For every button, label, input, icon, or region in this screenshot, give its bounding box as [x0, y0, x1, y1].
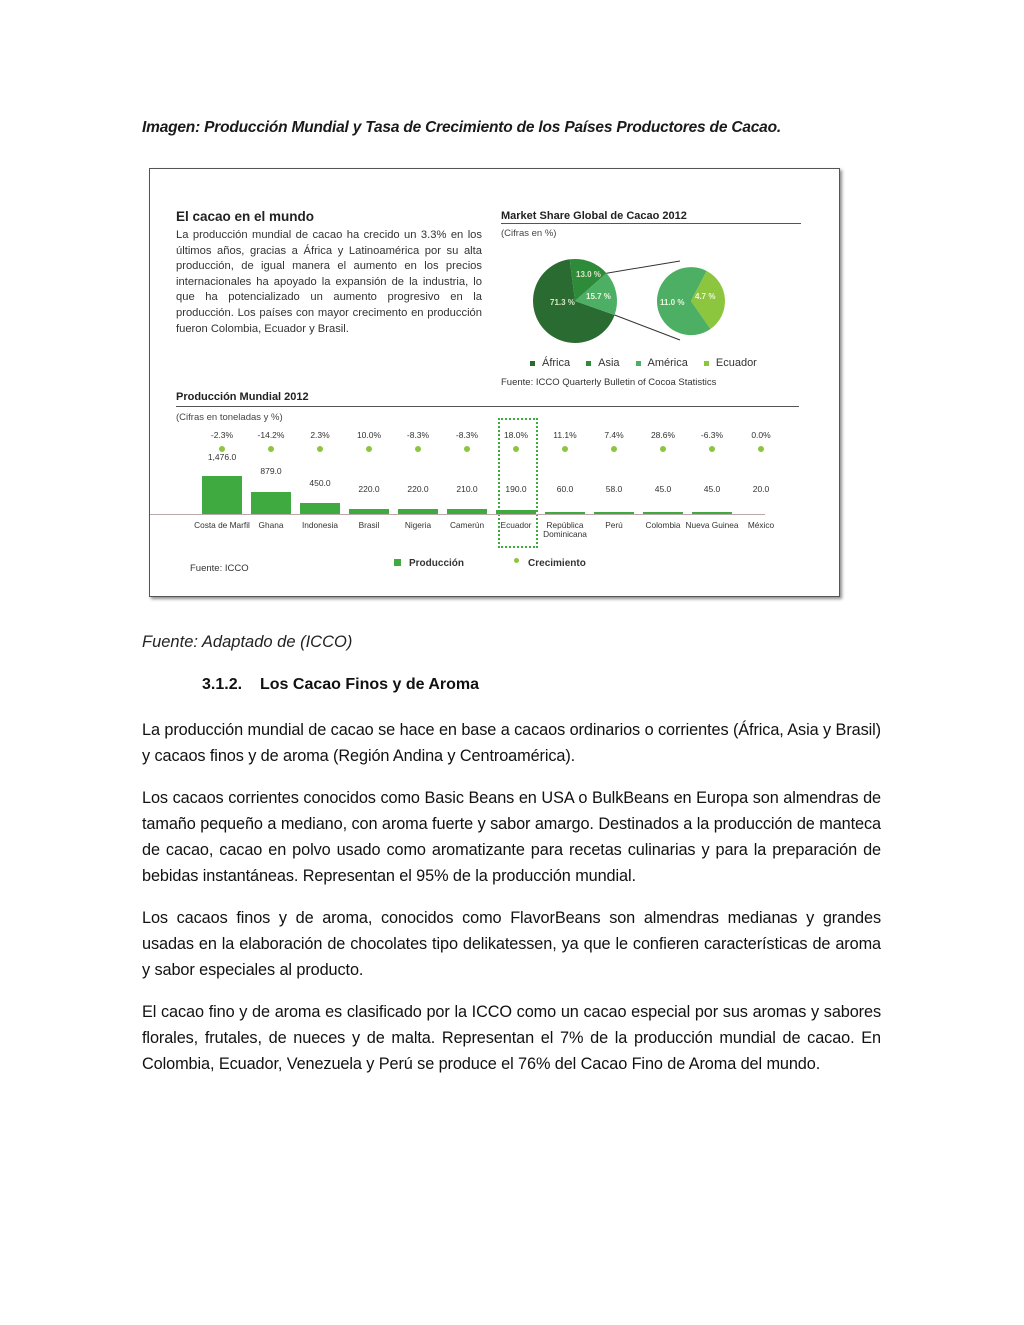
market-share-pie-chart: [530, 257, 760, 349]
bar-column-peru: 7.4% 58.0 Perú: [592, 424, 636, 544]
production-bar-chart: [176, 424, 792, 544]
production-title: Producción Mundial 2012: [176, 391, 309, 403]
bar-column-camerun: -8.3% 210.0 Camerún: [445, 424, 489, 544]
growth-dot-icon: [758, 446, 764, 452]
cacao-infographic: [149, 168, 840, 597]
production-source: Fuente: ICCO: [190, 563, 249, 574]
growth-dot-icon: [660, 446, 666, 452]
legend-production: Producción: [394, 558, 464, 569]
legend-asia: Asia: [586, 357, 619, 369]
bar-column-ecuador: 18.0% 190.0 Ecuador: [494, 424, 538, 544]
production-legend: [394, 558, 586, 569]
production-bar: [202, 476, 242, 514]
figure-source: Fuente: Adaptado de (ICCO): [142, 633, 353, 651]
production-subtitle: (Cifras en toneladas y %): [176, 412, 283, 423]
growth-dot-icon: [415, 446, 421, 452]
bar-column-indonesia: 2.3% 450.0 Indonesia: [298, 424, 342, 544]
growth-dot-icon: [268, 446, 274, 452]
figure-caption: Imagen: Producción Mundial y Tasa de Crecimiento de los Países Productores de Cacao.: [142, 119, 781, 136]
svg-text:13.0 %: 13.0 %: [576, 270, 601, 279]
paragraph: Los cacaos corrientes conocidos como Basic Beans en USA o BulkBeans en Europa son almendras de tamaño pequeño a mediano, con aroma fuerte y sabor amargo. Destinados a la producción de manteca de cacao, cacao en polvo usado como aromatizante para recetas culinarias y para la preparación de bebidas instantáneas. Representan el 95% de la producción mundial.: [142, 789, 881, 885]
production-rule: [176, 406, 799, 407]
bar-column-costa-de-marfil: -2.3% 1,476.0 Costa de Marfil: [194, 430, 250, 530]
growth-dot-icon: [611, 446, 617, 452]
legend-america: América: [636, 357, 688, 369]
section-title: Los Cacao Finos y de Aroma: [260, 676, 480, 693]
bar-column-brasil: 10.0% 220.0 Brasil: [347, 424, 391, 544]
legend-swatch-icon: [636, 361, 641, 366]
paragraph: Los cacaos finos y de aroma, conocidos como FlavorBeans son almendras medianas y grandes usadas en la elaboración de chocolates tipo delikatessen, ya que le confieren características de aroma y sabor especiales al producto.: [142, 909, 881, 979]
market-share-subtitle: (Cifras en %): [501, 228, 557, 239]
legend-growth: Crecimiento: [514, 558, 586, 569]
intro-title: El cacao en el mundo: [176, 209, 315, 224]
legend-dot-icon: [514, 558, 519, 563]
bar-column-colombia: 28.6% 45.0 Colombia: [641, 424, 685, 544]
svg-text:15.7 %: 15.7 %: [586, 292, 611, 301]
legend-swatch-icon: [704, 361, 709, 366]
legend-swatch-icon: [530, 361, 535, 366]
svg-text:11.0 %: 11.0 %: [660, 298, 685, 307]
paragraph: El cacao fino y de aroma es clasificado por la ICCO como un cacao especial por sus aromas y sabores florales, frutales, de nueces y de malta. Representan el 7% de la producción mundial de cacao. En Colombia, Ecuador, Venezuela y Perú se produce el 76% del Cacao Fino de Aroma del mundo.: [142, 1003, 881, 1073]
production-bar: [300, 503, 340, 514]
svg-text:4.7 %: 4.7 %: [695, 292, 716, 301]
bar-column-nueva-guinea: -6.3% 45.0 Nueva Guinea: [685, 430, 739, 530]
paragraph: La producción mundial de cacao se hace en base a cacaos ordinarios o corrientes (África, Asia y Brasil) y cacaos finos y de aroma (Región Andina y Centroamérica).: [142, 721, 881, 765]
legend-ecuador: Ecuador: [704, 357, 757, 369]
growth-dot-icon: [317, 446, 323, 452]
growth-dot-icon: [562, 446, 568, 452]
growth-dot-icon: [464, 446, 470, 452]
bar-column-nigeria: -8.3% 220.0 Nigeria: [396, 424, 440, 544]
bar-column-republica-dominicana: 11.1% 60.0 República Dominicana: [543, 430, 587, 539]
market-share-legend: [530, 357, 757, 369]
section-heading: [202, 676, 479, 694]
market-share-source: Fuente: ICCO Quarterly Bulletin of Cocoa Statistics: [501, 377, 717, 388]
production-bar: [251, 492, 291, 514]
legend-swatch-icon: [394, 559, 401, 566]
growth-dot-icon: [709, 446, 715, 452]
market-share-title: Market Share Global de Cacao 2012: [501, 210, 687, 222]
bar-column-mexico: 0.0% 20.0 México: [747, 430, 775, 530]
section-number: 3.1.2.: [202, 676, 243, 693]
intro-text: La producción mundial de cacao ha crecido un 3.3% en los últimos años, gracias a África y Latinoamérica por su alta producción, de igual manera el aumento en los precios internacionales ha apoyado la expansión de la industria, lo que ha potencializado un aumento progresivo en la producción. Los países con mayor crecimento en producción fueron Colombia, Ecuador y Brasil.: [176, 229, 482, 335]
bar-column-ghana: -14.2% 879.0 Ghana: [249, 424, 293, 544]
legend-swatch-icon: [586, 361, 591, 366]
growth-dot-icon: [366, 446, 372, 452]
market-share-rule: [501, 223, 801, 224]
legend-africa: África: [530, 357, 570, 369]
svg-text:71.3 %: 71.3 %: [550, 298, 575, 307]
chart-baseline: [150, 514, 765, 515]
growth-dot-icon: [513, 446, 519, 452]
